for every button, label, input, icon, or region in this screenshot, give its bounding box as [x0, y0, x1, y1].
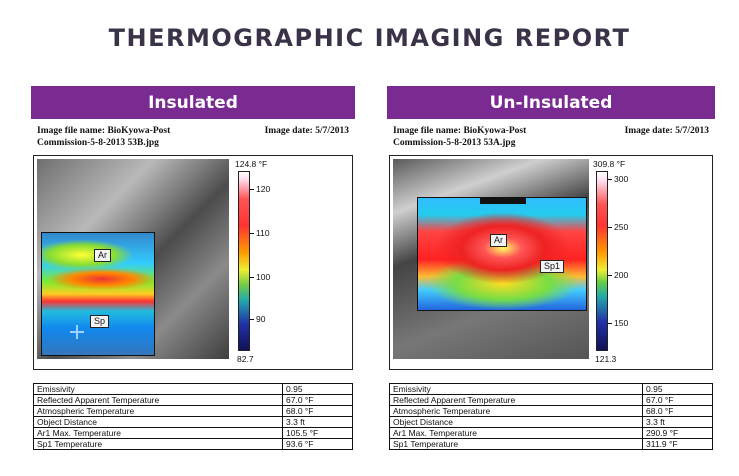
image-meta — [387, 125, 715, 155]
table-row: Emissivity 0.95 — [34, 384, 353, 395]
table-row: Emissivity 0.95 — [390, 384, 713, 395]
area-label: Ar — [490, 234, 507, 247]
table-row: Atmospheric Temperature 68.0 °F — [390, 406, 713, 417]
scale-tick: 200 — [608, 270, 628, 280]
crosshair-icon — [70, 325, 84, 339]
table-row: Sp1 Temperature 311.9 °F — [390, 439, 713, 450]
table-row: Atmospheric Temperature 68.0 °F — [34, 406, 353, 417]
infrared-overlay — [417, 197, 587, 311]
image-file-name: Image file name: BioKyowa-Post Commission-5-8-2013 53A.jpg — [393, 126, 527, 148]
scale-tick: 110 — [250, 228, 270, 238]
panel-heading: Insulated — [31, 86, 355, 119]
table-row: Object Distance 3.3 ft — [390, 417, 713, 428]
table-row: Ar1 Max. Temperature 105.5 °F — [34, 428, 353, 439]
scale-max-label: 309.8 °F — [593, 159, 626, 169]
scale-tick: 300 — [608, 174, 628, 184]
table-row: Ar1 Max. Temperature 290.9 °F — [390, 428, 713, 439]
image-file-name: Image file name: BioKyowa-Post Commission-5-8-2013 53B.jpg — [37, 126, 171, 148]
measurement-table — [33, 383, 353, 450]
scale-tick: 100 — [250, 272, 270, 282]
dark-strip — [480, 198, 526, 204]
image-meta — [31, 125, 355, 155]
spot-label: Sp1 — [540, 260, 564, 273]
thermal-image — [393, 159, 589, 359]
panel-heading: Un-Insulated — [387, 86, 715, 119]
scale-min-label: 82.7 — [237, 354, 254, 364]
insulated-panel — [31, 86, 355, 450]
scale-tick: 90 — [250, 314, 265, 324]
measurement-table — [389, 383, 713, 450]
thermal-image — [37, 159, 229, 359]
image-date: Image date: 5/7/2013 — [624, 126, 709, 136]
infrared-overlay — [41, 232, 155, 356]
temperature-scale-bar — [238, 171, 250, 351]
un-insulated-panel — [387, 86, 715, 450]
table-row: Reflected Apparent Temperature 67.0 °F — [34, 395, 353, 406]
report-title: THERMOGRAPHIC IMAGING REPORT — [108, 24, 631, 52]
thermal-image-frame — [389, 155, 713, 370]
scale-tick: 150 — [608, 318, 628, 328]
table-row: Sp1 Temperature 93.6 °F — [34, 439, 353, 450]
temperature-scale-bar — [596, 171, 608, 351]
image-date: Image date: 5/7/2013 — [264, 126, 349, 136]
scale-max-label: 124.8 °F — [235, 159, 268, 169]
scale-min-label: 121.3 — [595, 354, 617, 364]
scale-tick: 120 — [250, 184, 270, 194]
spot-label: Sp — [90, 315, 109, 328]
area-label: Ar — [94, 249, 111, 262]
table-row: Object Distance 3.3 ft — [34, 417, 353, 428]
scale-tick: 250 — [608, 222, 628, 232]
table-row: Reflected Apparent Temperature 67.0 °F — [390, 395, 713, 406]
thermal-image-frame — [33, 155, 353, 370]
